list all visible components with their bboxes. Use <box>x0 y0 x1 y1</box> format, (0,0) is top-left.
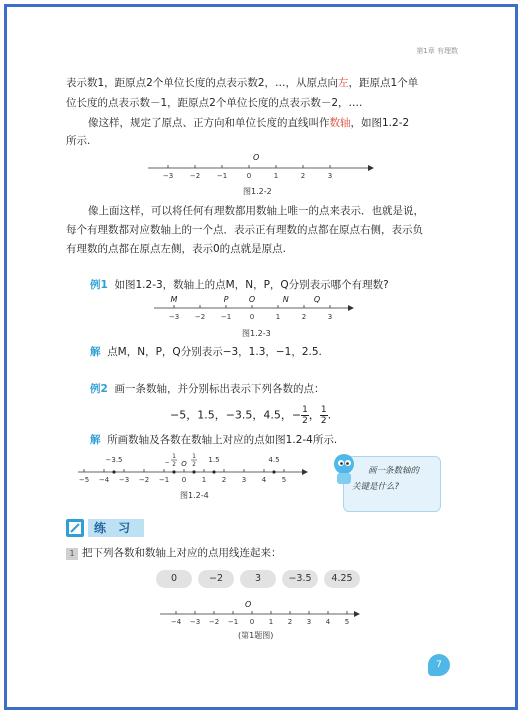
mascot-icon <box>331 452 357 486</box>
tick-label: −3 <box>162 172 174 180</box>
answer-1-label: 解 <box>90 346 101 358</box>
question-number: 1 <box>66 548 78 560</box>
tick-label: 0 <box>249 313 255 321</box>
tick-label: 1 <box>275 313 281 321</box>
page-number-badge: 7 <box>428 654 450 676</box>
paragraph-1-line-1: 表示数1，距原点2个单位长度的点表示数2，…，从原点向左，距原点1个单 <box>66 77 419 89</box>
marked-value-label: 4.5 <box>268 456 280 464</box>
marked-value-label: 1.5 <box>208 456 220 464</box>
practice-number-line <box>156 598 366 630</box>
figure-1-2-3 <box>148 294 358 324</box>
hint-line-1: 画一条数轴的 <box>368 466 420 476</box>
tick-label: 0 <box>181 476 187 484</box>
tick-label: 2 <box>300 172 306 180</box>
example-2-numbers: −5，1.5，−3.5，4.5，− $\frac{1}{2}$ ， $\frac{1}{2}$ . <box>170 405 332 426</box>
half-negative-sign: − <box>164 459 170 466</box>
example-1-question: 例1 如图1.2-3，数轴上的点M，N，P，Q分别表示哪个有理数? <box>90 279 389 291</box>
number-pill[interactable]: −3.5 <box>282 570 318 588</box>
tick-label: −2 <box>194 313 206 321</box>
example-2-label: 例2 <box>90 383 108 395</box>
tick-label: −1 <box>216 172 228 180</box>
half-denominator: 2 <box>172 461 176 468</box>
practice-figure-caption: (第1题图) <box>238 631 274 640</box>
figure-1-2-2-caption: 图1.2-2 <box>243 187 272 196</box>
example-2-question: 例2 画一条数轴，并分别标出表示下列各数的点： <box>90 383 325 395</box>
paragraph-2-line-2: 所示. <box>66 135 91 147</box>
tick-label: −1 <box>158 476 170 484</box>
practice-origin-label: O <box>245 600 252 609</box>
practice-header <box>66 519 144 537</box>
point-label-N: N <box>282 295 289 304</box>
tick-label: −1 <box>227 618 239 626</box>
figure-1-2-4-caption: 图1.2-4 <box>180 491 209 500</box>
figure-1-2-4 <box>72 450 312 488</box>
hint-line-2: 关键是什么? <box>352 482 400 492</box>
paragraph-2-line-1: 像这样，规定了原点、正方向和单位长度的直线叫作数轴，如图1.2-2 <box>88 117 410 129</box>
number-pill[interactable]: 3 <box>240 570 276 588</box>
tick-label: 5 <box>281 476 287 484</box>
chapter-header: 第1章 有理数 <box>416 47 458 55</box>
point-label-P: P <box>223 295 229 304</box>
paragraph-1-line-2: 位长度的点表示数－1，距原点2个单位长度的点表示数－2，…. <box>66 97 363 109</box>
point-label-Q: Q <box>313 295 321 304</box>
tick-label: 1 <box>201 476 207 484</box>
number-pill[interactable]: 0 <box>156 570 192 588</box>
tick-label: −2 <box>208 618 220 626</box>
origin-label: O <box>181 460 187 468</box>
tick-label: −2 <box>138 476 150 484</box>
tick-label: 3 <box>241 476 247 484</box>
term-number-line: 数轴 <box>329 117 351 129</box>
tick-label: −4 <box>98 476 110 484</box>
tick-label: 1 <box>268 618 274 626</box>
pencil-icon <box>66 519 84 537</box>
paragraph-3-line-1: 像上面这样，可以将任何有理数都用数轴上唯一的点来表示．也就是说， <box>88 205 424 217</box>
tick-label: 2 <box>301 313 307 321</box>
number-pill[interactable]: 4.25 <box>324 570 360 588</box>
paragraph-3-line-2: 每个有理数都对应数轴上的一个点．表示正有理数的点都在原点右侧，表示负 <box>66 224 423 236</box>
number-pill[interactable]: −2 <box>198 570 234 588</box>
example-1-answer: 解 点M，N，P，Q分别表示−3，1.3，−1，2.5. <box>90 346 322 358</box>
figure-1-2-3-caption: 图1.2-3 <box>242 329 271 338</box>
tick-label: −4 <box>170 618 182 626</box>
point-label-O: O <box>248 295 256 304</box>
tick-label: −5 <box>78 476 90 484</box>
half-denominator: 2 <box>192 461 196 468</box>
fraction-neg-half: $\frac{1}{2}$ <box>302 405 308 426</box>
fraction-half: $\frac{1}{2}$ <box>320 405 327 426</box>
tick-label: 5 <box>344 618 350 626</box>
tick-label: 3 <box>327 172 333 180</box>
tick-label: 4 <box>325 618 331 626</box>
tick-label: −1 <box>220 313 232 321</box>
fig2-origin-label: O <box>253 153 260 162</box>
half-numerator: 1 <box>192 453 196 460</box>
tick-label: −3 <box>168 313 180 321</box>
tick-label: −2 <box>189 172 201 180</box>
tick-label: 4 <box>261 476 267 484</box>
practice-title: 练 习 <box>88 519 144 537</box>
tick-label: 0 <box>249 618 255 626</box>
tick-label: 1 <box>273 172 279 180</box>
point-label-M: M <box>170 295 178 304</box>
example-1-label: 例1 <box>90 279 108 291</box>
example-2-answer: 解 所画数轴及各数在数轴上对应的点如图1.2-4所示. <box>90 434 338 446</box>
paragraph-3-line-3: 有理数的点都在原点左侧，表示0的点就是原点. <box>66 243 287 255</box>
tick-label: −3 <box>118 476 130 484</box>
tick-label: 2 <box>221 476 227 484</box>
tick-label: 0 <box>246 172 252 180</box>
answer-2-label: 解 <box>90 434 101 446</box>
tick-label: 2 <box>287 618 293 626</box>
marked-value-label: −3.5 <box>105 456 123 464</box>
half-numerator: 1 <box>172 453 176 460</box>
tick-label: 3 <box>306 618 312 626</box>
tick-label: −3 <box>189 618 201 626</box>
practice-question-1: 1 把下列各数和数轴上对应的点用线连起来： <box>66 544 282 562</box>
hint-bubble <box>343 456 441 512</box>
direction-left: 左 <box>338 77 349 89</box>
tick-label: 3 <box>327 313 333 321</box>
